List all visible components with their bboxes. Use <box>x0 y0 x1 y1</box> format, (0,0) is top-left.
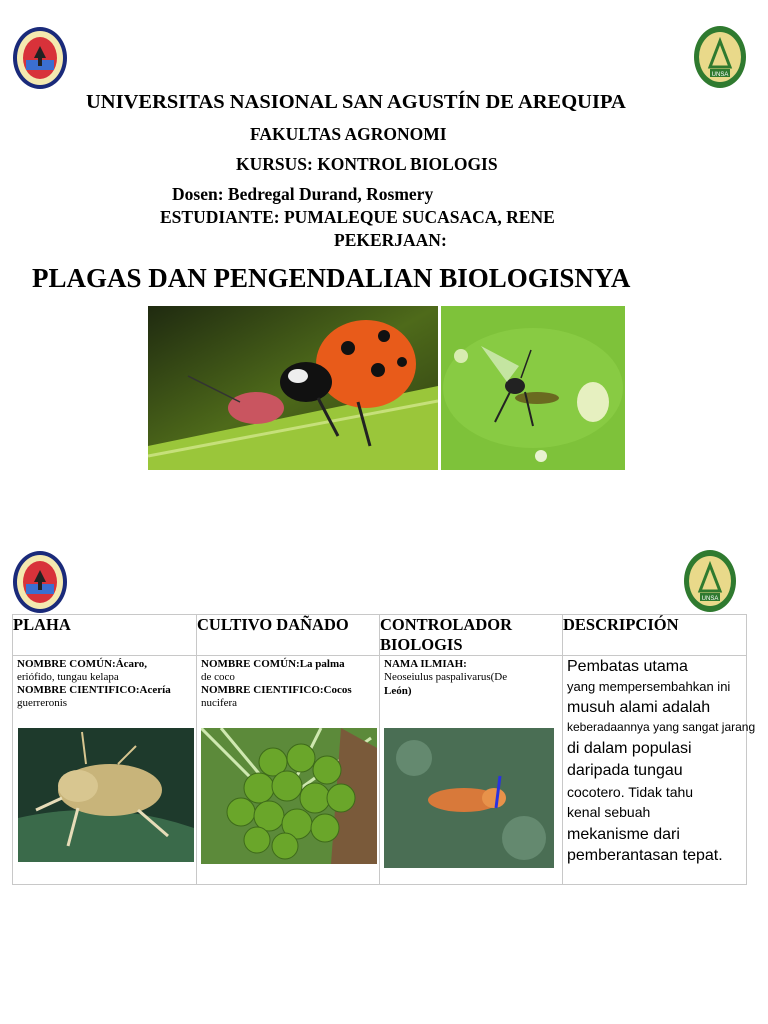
ladybug-eating-aphid-photo <box>148 306 438 470</box>
course-name: KURSUS: KONTROL BIOLOGIS <box>236 154 498 174</box>
parasitoid-wasp-on-aphid-photo <box>441 306 625 470</box>
header-cell-description: DESCRIPCIÓN <box>563 615 747 656</box>
table-row <box>13 656 747 885</box>
coconut-palm-photo <box>201 728 377 864</box>
student-name: ESTUDIANTE: PUMALEQUE SUCASACA, RENE <box>160 207 555 227</box>
table-header-row <box>13 615 747 656</box>
unsa-emblem-logo <box>693 25 747 89</box>
controller-author: León) <box>384 685 412 697</box>
faculty-name: FAKULTAS AGRONOMI <box>250 124 447 144</box>
controller-names: NAMA ILMIAH: Neoseiulus paspalivarus(De <box>384 658 508 683</box>
university-seal-logo-2 <box>12 550 68 614</box>
university-name: UNIVERSITAS NASIONAL SAN AGUSTÍN DE AREQUIPA <box>86 91 626 113</box>
university-seal-logo <box>12 26 68 90</box>
header-cell-crop: CULTIVO DAÑADO <box>197 615 380 656</box>
coconut-mite-photo <box>18 728 194 862</box>
crop-names: NOMBRE COMÚN:La palma de coco NOMBRE CIENTIFICO:Cocos nucifera <box>201 658 352 709</box>
crop-cell <box>197 656 380 885</box>
svg-text:UNSA: UNSA <box>701 596 719 602</box>
pest-cell <box>13 656 197 885</box>
description-text: Pembatas utama yang mempersembahkan ini musuh alami adalah keberadaannya yang sangat jarang di dalam populasi daripada tungau cocotero. Tidak tahu kenal sebuah mekanisme dari pemberantasan tepat. <box>567 658 756 864</box>
predatory-mite-photo <box>384 728 554 868</box>
header-cell-pest: PLAHA <box>13 615 197 656</box>
pest-control-table <box>12 614 756 885</box>
header-cell-controller: CONTROLADOR BIOLOGIS <box>380 615 563 656</box>
description-cell <box>563 656 756 885</box>
pest-names: NOMBRE COMÚN:Ácaro, eriófido, tungau kelapa NOMBRE CIENTIFICO:Acería guerreronis <box>17 658 171 709</box>
document-title: PLAGAS DAN PENGENDALIAN BIOLOGISNYA <box>32 263 631 293</box>
lecturer-name: Dosen: Bedregal Durand, Rosmery <box>172 184 434 204</box>
unsa-emblem-logo-2 <box>683 549 737 613</box>
work-label: PEKERJAAN: <box>334 230 447 250</box>
svg-text:UNSA: UNSA <box>711 72 729 78</box>
